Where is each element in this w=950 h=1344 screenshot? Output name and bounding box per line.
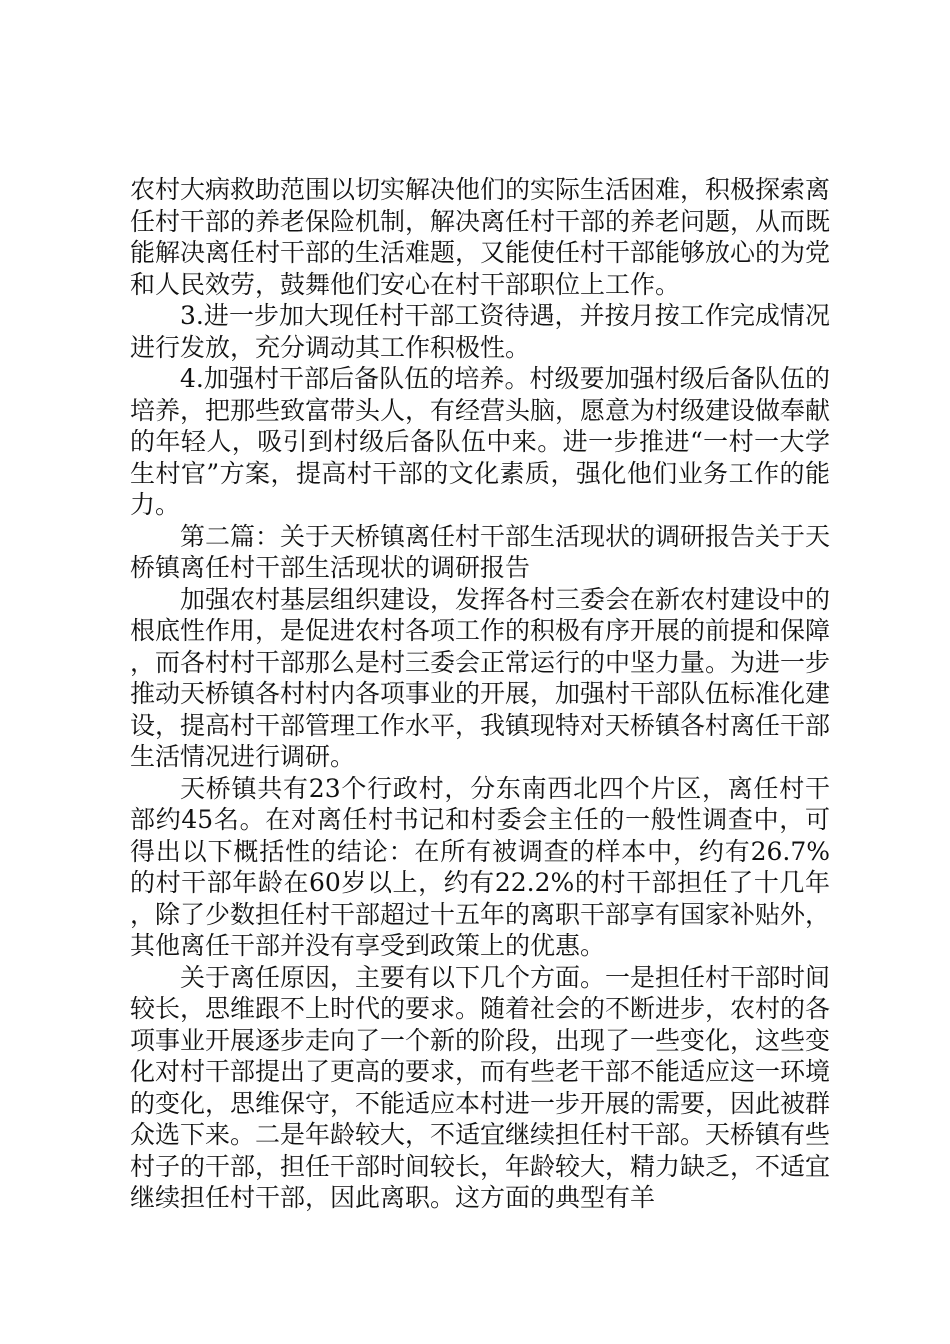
- paragraph-item-3: 3.进一步加大现任村干部工资待遇，并按月按工作完成情况进行发放，充分调动其工作积极性。: [130, 301, 830, 362]
- paragraph-intro: 加强农村基层组织建设，发挥各村三委会在新农村建设中的根底性作用，是促进农村各项工作的积极有序开展的前提和保障，而各村村干部那么是村三委会正常运行的中坚力量。为进一步推动天桥镇各村村内各项事业的开展，加强村干部队伍标准化建设，提高村干部管理工作水平，我镇现特对天桥镇各村离任干部生活情况进行调研。: [130, 584, 831, 771]
- paragraph-statistics: 天桥镇共有23个行政村，分东南西北四个片区，离任村干部约45名。在对离任村书记和村委会主任的一般性调查中，可得出以下概括性的结论：在所有被调查的样本中，约有26.7%的村干部年龄在60岁以上，约有22.2%的村干部担任了十几年，除了少数担任村干部超过十五年的离职干部享有国家补贴外，其他离任干部并没有享受到政策上的优惠。: [130, 773, 831, 960]
- document-body: [130, 174, 830, 1214]
- paragraph-continuation: 农村大病救助范围以切实解决他们的实际生活困难，积极探索离任村干部的养老保险机制，解决离任村干部的养老问题，从而既能解决离任村干部的生活难题，又能使任村干部能够放心的为党和人民效劳，鼓舞他们安心在村干部职位上工作。: [130, 175, 831, 299]
- paragraph-reasons: 关于离任原因，主要有以下几个方面。一是担任村干部时间较长，思维跟不上时代的要求。随着社会的不断进步，农村的各项事业开展逐步走向了一个新的阶段，出现了一些变化，这些变化对村干部提出了更高的要求，而有些老干部不能适应这一环境的变化，思维保守，不能适应本村进一步开展的需要，因此被群众选下来。二是年龄较大，不适宜继续担任村干部。天桥镇有些村子的干部，担任干部时间较长，年龄较大，精力缺乏，不适宜继续担任村干部，因此离职。这方面的典型有羊: [130, 962, 831, 1212]
- section-heading: 第二篇：关于天桥镇离任村干部生活现状的调研报告关于天桥镇离任村干部生活现状的调研报告: [130, 521, 831, 582]
- paragraph-item-4: 4.加强村干部后备队伍的培养。村级要加强村级后备队伍的培养，把那些致富带头人，有经营头脑，愿意为村级建设做奉献的年轻人，吸引到村级后备队伍中来。进一步推进“一村一大学生村官”方案，提高村干部的文化素质，强化他们业务工作的能力。: [130, 364, 831, 519]
